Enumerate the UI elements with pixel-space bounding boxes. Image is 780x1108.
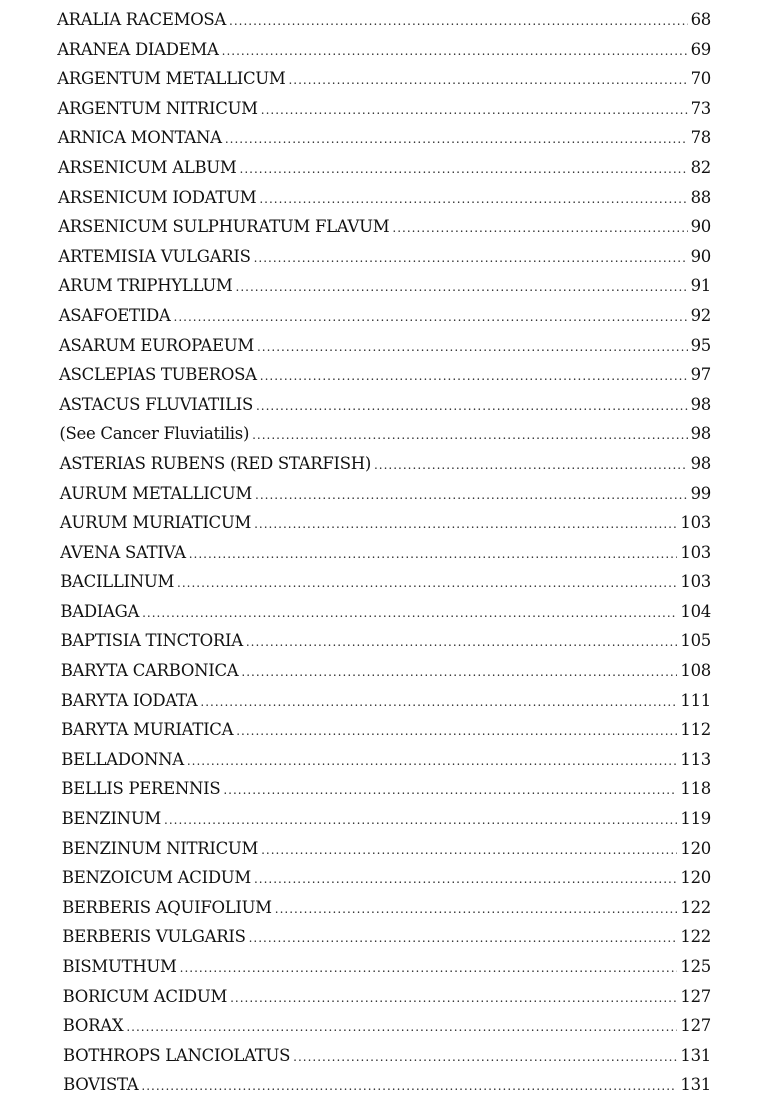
index-entry: [60, 543, 711, 573]
entry-page-number: 99: [690, 483, 711, 503]
index-entry: [57, 40, 711, 70]
dot-leader: [252, 428, 688, 442]
dot-leader: [261, 843, 677, 857]
dot-leader: [236, 724, 677, 738]
entry-page-number: 103: [680, 542, 711, 562]
index-entry: [62, 957, 711, 987]
entry-name: BAPTISIA TINCTORIA: [60, 631, 243, 651]
entry-page-number: 91: [690, 276, 711, 296]
entry-name: ASARUM EUROPAEUM: [58, 335, 254, 355]
index-entry: [59, 365, 711, 395]
index-entry: [59, 306, 711, 336]
entry-page-number: 98: [690, 394, 711, 414]
index-entry: [60, 484, 711, 514]
entry-name: BADIAGA: [60, 601, 140, 621]
entry-page-number: 125: [680, 957, 711, 976]
entry-name: BARYTA IODATA: [60, 690, 198, 710]
index-entry: [62, 868, 711, 898]
dot-leader: [256, 399, 688, 413]
entry-name: BORAX: [62, 1016, 124, 1036]
entry-name: ARGENTUM METALLICUM: [57, 69, 286, 89]
index-entry: [63, 1075, 711, 1105]
index-entry: [60, 572, 711, 602]
dot-leader: [254, 517, 677, 531]
dot-leader: [254, 872, 677, 886]
entry-page-number: 73: [690, 98, 711, 118]
entry-name: ARGENTUM NITRICUM: [57, 98, 258, 118]
entry-name: ARANEA DIADEMA: [57, 39, 219, 59]
entry-page-number: 103: [680, 513, 711, 533]
entry-name: ASTERIAS RUBENS (RED STARFISH): [59, 453, 371, 473]
dot-leader: [254, 251, 688, 265]
entry-page-number: 118: [680, 779, 711, 799]
entry-page-number: 88: [690, 187, 711, 207]
dot-leader: [141, 1079, 677, 1093]
dot-leader: [260, 369, 688, 383]
entry-name: BERBERIS VULGARIS: [62, 927, 246, 947]
index-entry: [63, 1046, 711, 1076]
dot-leader: [177, 576, 677, 590]
dot-leader: [200, 695, 677, 709]
entry-page-number: 69: [690, 39, 711, 59]
dot-leader: [236, 280, 688, 294]
index-entry: [59, 336, 711, 366]
index-entry: [57, 10, 711, 40]
index-entry: [59, 395, 711, 425]
index-entry: [62, 898, 711, 928]
index-entry: [61, 661, 711, 691]
index-entry: [61, 691, 711, 721]
index-entry: [60, 602, 711, 632]
index-entry: [58, 217, 711, 247]
index-entry: [58, 188, 711, 218]
entry-page-number: 95: [690, 335, 711, 355]
entry-page-number: 98: [690, 453, 711, 473]
entry-name: ARUM TRIPHYLLUM: [58, 276, 233, 296]
dot-leader: [255, 488, 688, 502]
dot-leader: [187, 754, 678, 768]
entry-page-number: 105: [680, 631, 711, 651]
entry-page-number: 90: [690, 246, 711, 266]
index-entry: [58, 158, 711, 188]
entry-page-number: 122: [680, 897, 711, 917]
dot-leader: [246, 635, 678, 649]
entry-page-number: 103: [680, 572, 711, 592]
entry-name: ARNICA MONTANA: [57, 128, 222, 148]
entry-page-number: 122: [680, 927, 711, 947]
dot-leader: [225, 132, 688, 146]
dot-leader: [240, 162, 688, 176]
entry-name: BARYTA CARBONICA: [60, 661, 239, 681]
entry-name: BACILLINUM: [60, 572, 175, 592]
entry-name: BISMUTHUM: [62, 957, 177, 976]
entry-name: BELLIS PERENNIS: [61, 779, 221, 799]
dot-leader: [189, 547, 678, 561]
index-entry: [63, 1016, 711, 1046]
entry-name: AVENA SATIVA: [60, 542, 186, 562]
dot-leader: [230, 991, 677, 1005]
entry-page-number: 68: [690, 10, 711, 29]
entry-page-number: 82: [690, 157, 711, 177]
entry-page-number: 112: [680, 720, 711, 740]
entry-page-number: 120: [680, 868, 711, 888]
index-entry: [59, 276, 712, 306]
entry-name: ASCLEPIAS TUBEROSA: [59, 365, 257, 385]
dot-leader: [249, 931, 678, 945]
entry-page-number: 70: [690, 69, 711, 89]
entry-page-number: 120: [680, 838, 711, 858]
entry-page-number: 98: [690, 424, 711, 444]
index-entry: [59, 424, 711, 454]
entry-page-number: 90: [690, 217, 711, 237]
entry-page-number: 131: [680, 1045, 711, 1065]
dot-leader: [229, 14, 688, 28]
index-entry: [61, 631, 711, 661]
entry-name: ASTACUS FLUVIATILIS: [59, 394, 253, 414]
entry-name: ARSENICUM SULPHURATUM FLAVUM: [58, 217, 390, 237]
dot-leader: [293, 1050, 677, 1064]
entry-name: ARTEMISIA VULGARIS: [58, 246, 251, 266]
dot-leader: [126, 1020, 677, 1034]
entry-name: AURUM METALLICUM: [59, 483, 252, 503]
dot-leader: [142, 606, 677, 620]
dot-leader: [259, 192, 687, 206]
entry-page-number: 127: [680, 986, 711, 1006]
entry-name: BENZINUM: [61, 809, 162, 829]
entry-name: ASAFOETIDA: [58, 305, 171, 325]
entry-name: BERBERIS AQUIFOLIUM: [62, 897, 272, 917]
dot-leader: [174, 310, 688, 324]
entry-name: ARALIA RACEMOSA: [57, 10, 227, 29]
index-entry: [58, 99, 712, 129]
entry-page-number: 108: [680, 661, 711, 681]
index-entry: [61, 750, 711, 780]
entry-page-number: 119: [680, 809, 711, 829]
dot-leader: [164, 813, 677, 827]
entry-page-number: 127: [680, 1016, 711, 1036]
entry-name: ARSENICUM IODATUM: [58, 187, 257, 207]
entry-name: ARSENICUM ALBUM: [57, 157, 237, 177]
entry-page-number: 104: [680, 601, 711, 621]
entry-page-number: 97: [690, 365, 711, 385]
index-entry: [62, 927, 711, 957]
dot-leader: [374, 458, 688, 472]
entry-name: BORICUM ACIDUM: [62, 986, 228, 1006]
dot-leader: [275, 902, 678, 916]
index-entry: [62, 839, 711, 869]
dot-leader: [288, 73, 687, 87]
entry-page-number: 92: [690, 305, 711, 325]
entry-name: BELLADONNA: [61, 749, 184, 769]
entry-page-number: 131: [680, 1075, 711, 1095]
index-entry: [58, 247, 711, 277]
entry-name: BENZINUM NITRICUM: [61, 838, 259, 858]
entry-name: (See Cancer Fluviatilis): [59, 424, 250, 444]
dot-leader: [241, 665, 677, 679]
index-entry: [57, 69, 711, 99]
index-entry: [60, 454, 711, 484]
index-entry: [62, 809, 711, 839]
dot-leader: [261, 103, 688, 117]
entry-name: BOTHROPS LANCIOLATUS: [63, 1045, 291, 1065]
dot-leader: [222, 44, 688, 58]
entry-page-number: 111: [680, 690, 711, 710]
entry-name: BOVISTA: [63, 1075, 139, 1095]
index-entry: [58, 128, 711, 158]
dot-leader: [223, 783, 677, 797]
index-entry: [61, 779, 711, 809]
index-list: [57, 10, 711, 1105]
index-entry: [63, 987, 711, 1017]
entry-page-number: 113: [680, 749, 711, 769]
dot-leader: [392, 221, 687, 235]
entry-page-number: 78: [690, 128, 711, 148]
dot-leader: [180, 961, 678, 975]
dot-leader: [257, 340, 688, 354]
index-entry: [60, 513, 711, 543]
entry-name: BARYTA MURIATICA: [61, 720, 234, 740]
entry-name: AURUM MURIATICUM: [59, 513, 252, 533]
entry-name: BENZOICUM ACIDUM: [61, 868, 251, 888]
index-entry: [61, 720, 711, 750]
